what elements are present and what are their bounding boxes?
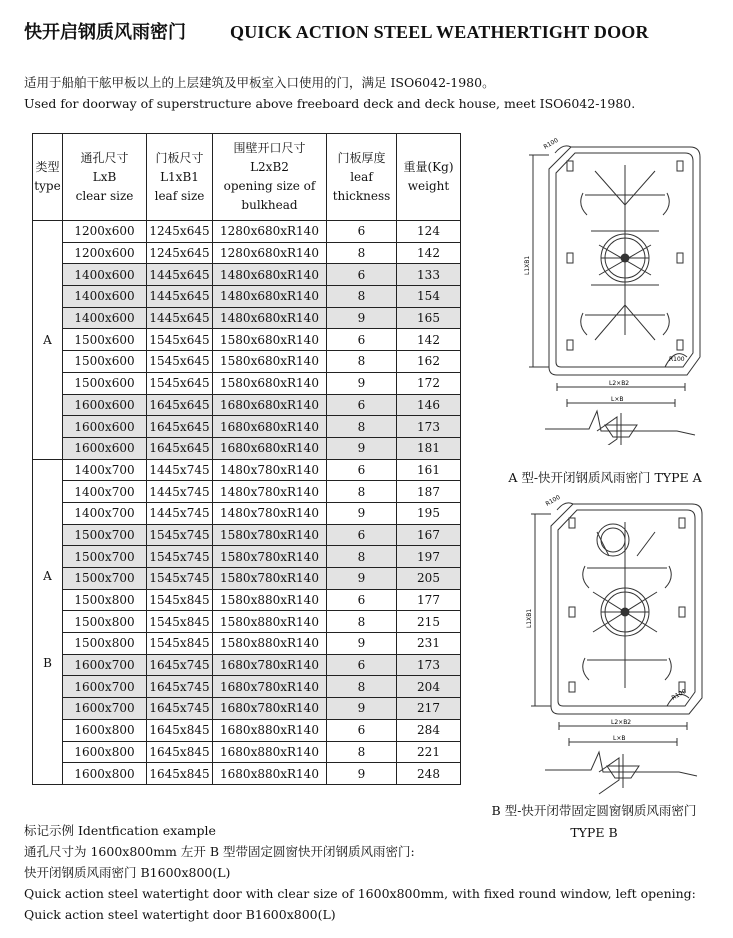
table-cell: 165: [397, 307, 461, 329]
table-cell: 6: [327, 221, 397, 243]
table-cell: 1600x800: [63, 741, 147, 763]
example-heading: 标记示例 Identfication example: [24, 823, 216, 838]
table-row: [33, 351, 461, 373]
table-cell: 1645x745: [147, 676, 213, 698]
table-cell: 1580x780xR140: [213, 568, 327, 590]
table-row: [33, 221, 461, 243]
table-cell: 9: [327, 502, 397, 524]
fig-b-l1: L1XB1: [526, 608, 533, 628]
table-row: [33, 654, 461, 676]
table-cell: 1680x680xR140: [213, 394, 327, 416]
table-cell: 205: [397, 568, 461, 590]
fig-a-caption: A 型-快开闭钢质风雨密门 TYPE A: [508, 470, 702, 485]
table-cell: 1645x745: [147, 654, 213, 676]
table-cell: 6: [327, 524, 397, 546]
table-cell: 8: [327, 741, 397, 763]
table-cell: 1580x880xR140: [213, 611, 327, 633]
table-cell: 197: [397, 546, 461, 568]
table-cell: 1645x745: [147, 698, 213, 720]
fig-a-l1: L1XB1: [524, 255, 531, 275]
header-leaf-size: 门板尺寸 L1xB1 leaf size: [147, 134, 213, 221]
type-cell: [33, 459, 63, 784]
table-row: [33, 372, 461, 394]
table-cell: 9: [327, 437, 397, 459]
table-cell: 1680x880xR140: [213, 719, 327, 741]
table-cell: 187: [397, 481, 461, 503]
fig-a-r-bot: R100: [669, 356, 685, 363]
table-cell: 8: [327, 676, 397, 698]
header-clear-size: 通孔尺寸 LxB clear size: [63, 134, 147, 221]
table-cell: 162: [397, 351, 461, 373]
table-cell: 1500x700: [63, 568, 147, 590]
table-cell: 1600x700: [63, 654, 147, 676]
table-cell: 8: [327, 351, 397, 373]
table-row: [33, 329, 461, 351]
table-cell: 1580x880xR140: [213, 633, 327, 655]
table-cell: 1280x680xR140: [213, 242, 327, 264]
table-cell: 1580x780xR140: [213, 524, 327, 546]
table-cell: 1645x845: [147, 763, 213, 785]
table-cell: 1600x600: [63, 437, 147, 459]
table-cell: 1400x600: [63, 307, 147, 329]
table-cell: 1245x645: [147, 242, 213, 264]
intro-en: Used for doorway of superstructure above freeboard deck and deck house, meet ISO6042-1980.: [24, 96, 636, 111]
table-cell: 177: [397, 589, 461, 611]
table-cell: 1545x845: [147, 589, 213, 611]
table-cell: 1400x600: [63, 264, 147, 286]
table-cell: 1680x680xR140: [213, 437, 327, 459]
table-row: [33, 568, 461, 590]
door-type-b-drawing: [505, 492, 710, 802]
table-header-row: [33, 134, 461, 221]
table-cell: 9: [327, 372, 397, 394]
table-cell: 9: [327, 633, 397, 655]
fig-b-caption-cn: B 型-快开闭带固定圆窗钢质风雨密门: [491, 803, 697, 818]
spec-table: [32, 133, 461, 785]
table-cell: 1500x700: [63, 546, 147, 568]
table-cell: 6: [327, 394, 397, 416]
table-cell: 173: [397, 654, 461, 676]
table-cell: 1500x800: [63, 589, 147, 611]
table-row: [33, 307, 461, 329]
table-row: [33, 286, 461, 308]
intro-cn: 适用于船舶干舷甲板以上的上层建筑及甲板室入口使用的门，满足 ISO6042-1980。: [24, 75, 495, 90]
table-row: [33, 416, 461, 438]
table-cell: 1280x680xR140: [213, 221, 327, 243]
table-cell: 1400x600: [63, 286, 147, 308]
table-row: [33, 546, 461, 568]
table-cell: 1445x745: [147, 481, 213, 503]
table-cell: 1445x745: [147, 459, 213, 481]
table-cell: 1645x645: [147, 416, 213, 438]
table-cell: 1445x745: [147, 502, 213, 524]
table-cell: 1445x645: [147, 307, 213, 329]
table-row: [33, 459, 461, 481]
table-cell: 1645x845: [147, 719, 213, 741]
fig-b-l: L×B: [613, 735, 626, 742]
door-type-a-drawing: [505, 135, 710, 445]
table-cell: 1645x845: [147, 741, 213, 763]
table-row: [33, 741, 461, 763]
table-cell: 8: [327, 611, 397, 633]
identification-example: [24, 820, 696, 925]
table-cell: 9: [327, 307, 397, 329]
table-cell: 1680x780xR140: [213, 676, 327, 698]
table-cell: 1480x680xR140: [213, 307, 327, 329]
header-opening-size: 围壁开口尺寸 L2xB2 opening size of bulkhead: [213, 134, 327, 221]
table-cell: 1545x745: [147, 524, 213, 546]
table-cell: 1400x700: [63, 481, 147, 503]
table-cell: 215: [397, 611, 461, 633]
table-cell: 1245x645: [147, 221, 213, 243]
table-cell: 173: [397, 416, 461, 438]
table-cell: 6: [327, 459, 397, 481]
header-leaf-thickness: 门板厚度 leaf thickness: [327, 134, 397, 221]
table-cell: 1545x845: [147, 611, 213, 633]
table-cell: 1580x680xR140: [213, 372, 327, 394]
table-cell: 1680x880xR140: [213, 741, 327, 763]
table-cell: 1645x645: [147, 437, 213, 459]
table-cell: 8: [327, 416, 397, 438]
table-cell: 172: [397, 372, 461, 394]
table-cell: 1545x645: [147, 329, 213, 351]
fig-b-caption-en: TYPE B: [570, 825, 618, 840]
table-cell: 6: [327, 329, 397, 351]
table-cell: 1545x745: [147, 546, 213, 568]
table-cell: 1600x700: [63, 698, 147, 720]
fig-a-l: L×B: [611, 396, 624, 403]
table-cell: 1545x645: [147, 372, 213, 394]
table-cell: 231: [397, 633, 461, 655]
table-cell: 1580x780xR140: [213, 546, 327, 568]
fig-b-r-bot: R100: [670, 687, 688, 702]
table-row: [33, 611, 461, 633]
table-cell: 142: [397, 329, 461, 351]
table-cell: 8: [327, 481, 397, 503]
table-cell: 1500x700: [63, 524, 147, 546]
table-cell: 1580x880xR140: [213, 589, 327, 611]
table-cell: 133: [397, 264, 461, 286]
table-row: [33, 676, 461, 698]
table-cell: 1545x745: [147, 568, 213, 590]
table-cell: 146: [397, 394, 461, 416]
table-cell: 1500x600: [63, 351, 147, 373]
table-cell: 1600x800: [63, 763, 147, 785]
title-en: QUICK ACTION STEEL WEATHERTIGHT DOOR: [230, 22, 649, 42]
fig-b-l2: L2×B2: [611, 719, 632, 726]
table-cell: 181: [397, 437, 461, 459]
table-row: [33, 524, 461, 546]
table-cell: 1600x600: [63, 394, 147, 416]
table-row: [33, 264, 461, 286]
table-row: [33, 698, 461, 720]
table-cell: 204: [397, 676, 461, 698]
header-type: 类型 type: [33, 134, 63, 221]
table-cell: 8: [327, 546, 397, 568]
intro-text: [24, 72, 635, 114]
table-row: [33, 437, 461, 459]
example-en1: Quick action steel watertight door with clear size of 1600x800mm, with fixed round window, left opening:: [24, 886, 696, 901]
table-cell: 1580x680xR140: [213, 351, 327, 373]
table-cell: 1645x645: [147, 394, 213, 416]
table-cell: 6: [327, 719, 397, 741]
table-cell: 1200x600: [63, 242, 147, 264]
table-cell: 6: [327, 264, 397, 286]
table-cell: 161: [397, 459, 461, 481]
table-cell: 195: [397, 502, 461, 524]
table-row: [33, 394, 461, 416]
table-cell: 8: [327, 242, 397, 264]
page-title: [24, 18, 649, 44]
example-en2: Quick action steel watertight door B1600x800(L): [24, 907, 336, 922]
table-row: [33, 242, 461, 264]
table-cell: 1680x880xR140: [213, 763, 327, 785]
table-cell: 9: [327, 763, 397, 785]
table-row: [33, 502, 461, 524]
table-cell: 1480x780xR140: [213, 459, 327, 481]
type-label-a: A: [43, 568, 52, 583]
table-cell: 1545x845: [147, 633, 213, 655]
table-cell: 1545x645: [147, 351, 213, 373]
table-cell: 124: [397, 221, 461, 243]
table-cell: 154: [397, 286, 461, 308]
table-row: [33, 633, 461, 655]
table-cell: 1680x680xR140: [213, 416, 327, 438]
type-cell: A: [33, 221, 63, 460]
table-cell: 1600x800: [63, 719, 147, 741]
table-cell: 167: [397, 524, 461, 546]
header-weight: 重量(Kg) weight: [397, 134, 461, 221]
table-cell: 8: [327, 286, 397, 308]
table-cell: 1400x700: [63, 502, 147, 524]
table-cell: 1500x600: [63, 372, 147, 394]
example-cn2: 快开闭钢质风雨密门 B1600x800(L): [24, 865, 231, 880]
table-cell: 1600x700: [63, 676, 147, 698]
table-cell: 6: [327, 654, 397, 676]
table-cell: 1445x645: [147, 286, 213, 308]
table-cell: 1200x600: [63, 221, 147, 243]
fig-a-l2: L2×B2: [609, 380, 630, 387]
table-cell: 284: [397, 719, 461, 741]
table-cell: 1480x780xR140: [213, 481, 327, 503]
table-row: [33, 481, 461, 503]
table-cell: 1480x680xR140: [213, 264, 327, 286]
table-row: [33, 763, 461, 785]
table-cell: 221: [397, 741, 461, 763]
fig-b-r-top: R100: [544, 493, 562, 508]
table-cell: 217: [397, 698, 461, 720]
table-row: [33, 589, 461, 611]
table-cell: 6: [327, 589, 397, 611]
example-cn1: 通孔尺寸为 1600x800mm 左开 B 型带固定圆窗快开闭钢质风雨密门:: [24, 844, 415, 859]
table-cell: 1680x780xR140: [213, 654, 327, 676]
table-cell: 1500x800: [63, 633, 147, 655]
table-cell: 1500x600: [63, 329, 147, 351]
type-label-b: B: [43, 655, 52, 670]
table-row: [33, 719, 461, 741]
table-cell: 1500x800: [63, 611, 147, 633]
table-cell: 9: [327, 568, 397, 590]
table-cell: 9: [327, 698, 397, 720]
table-cell: 1445x645: [147, 264, 213, 286]
table-cell: 248: [397, 763, 461, 785]
table-cell: 1600x600: [63, 416, 147, 438]
table-cell: 1480x780xR140: [213, 502, 327, 524]
table-cell: 1680x780xR140: [213, 698, 327, 720]
table-cell: 1580x680xR140: [213, 329, 327, 351]
fig-a-r-top: R100: [542, 136, 560, 151]
table-cell: 1480x680xR140: [213, 286, 327, 308]
table-cell: 1400x700: [63, 459, 147, 481]
title-cn: 快开启钢质风雨密门: [24, 22, 186, 43]
table-cell: 142: [397, 242, 461, 264]
